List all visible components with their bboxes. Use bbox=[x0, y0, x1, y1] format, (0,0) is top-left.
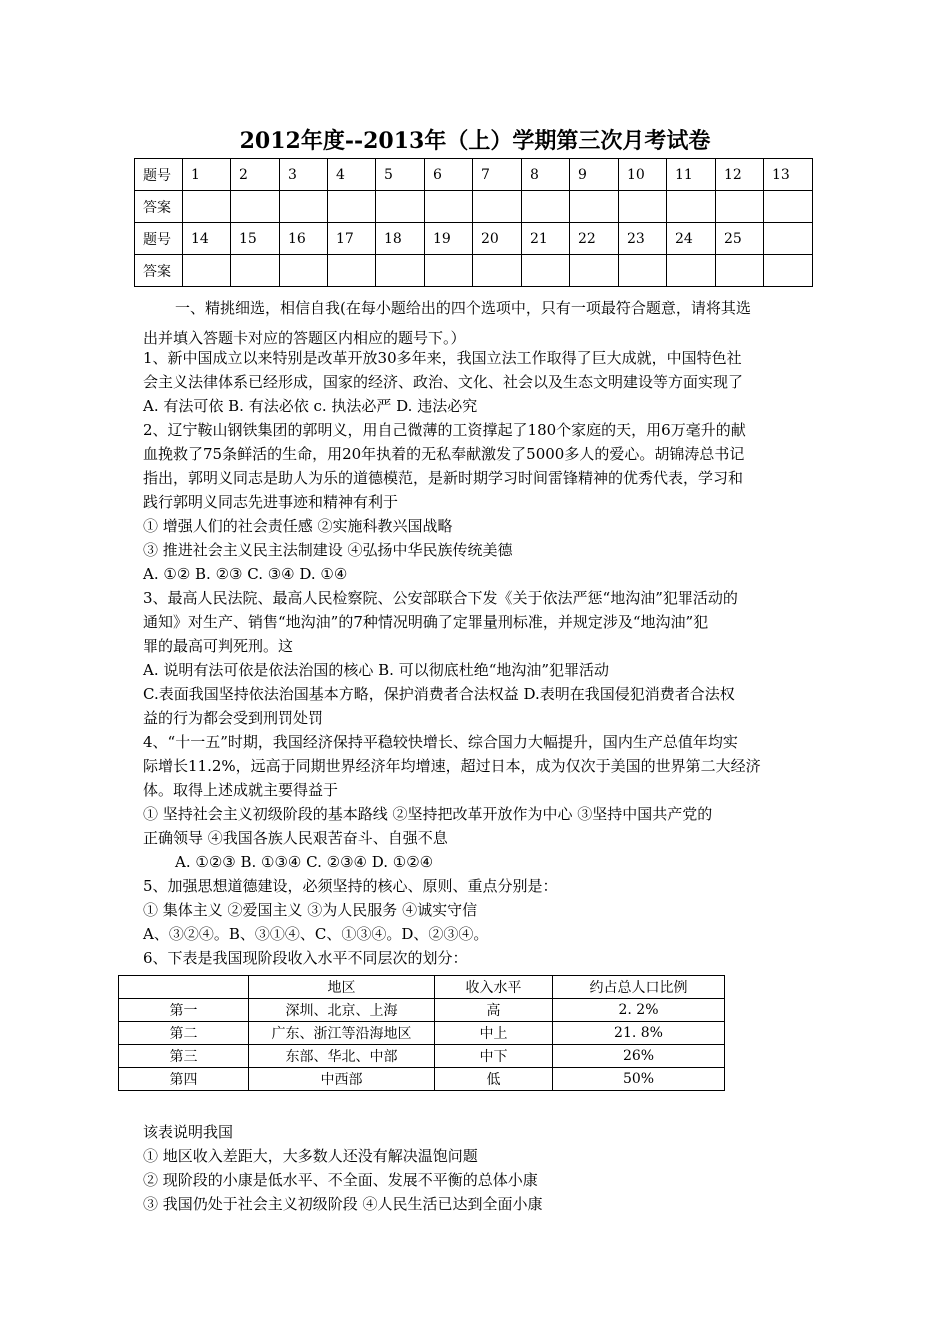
income-header-cell: 收入水平 bbox=[435, 976, 553, 999]
answer-grid-cell bbox=[619, 191, 667, 223]
income-cell: 高 bbox=[435, 999, 553, 1022]
answer-grid-cell bbox=[570, 255, 619, 287]
question-line: 1、新中国成立以来特别是改革开放30多年来，我国立法工作取得了巨大成就，中国特色社 bbox=[143, 349, 742, 367]
answer-grid-cell bbox=[667, 255, 716, 287]
question-line: 践行郭明义同志先进事迹和精神有利于 bbox=[143, 493, 399, 511]
answer-grid-cell bbox=[280, 255, 328, 287]
answer-grid-cell: 16 bbox=[280, 223, 328, 255]
answer-grid-cell: 2 bbox=[231, 159, 280, 191]
answer-grid-cell: 3 bbox=[280, 159, 328, 191]
answer-grid-cell: 15 bbox=[231, 223, 280, 255]
question-line: 际增长11.2%，远高于同期世界经济年均增速，超过日本，成为仅次于美国的世界第二大经济 bbox=[143, 757, 761, 775]
income-cell: 中西部 bbox=[249, 1068, 435, 1091]
answer-grid-cell: 5 bbox=[376, 159, 425, 191]
section-intro-1: 一、精挑细选，相信自我(在每小题给出的四个选项中，只有一项最符合题意，请将其选 bbox=[175, 299, 751, 317]
answer-grid-cell: 题号 bbox=[135, 159, 183, 191]
income-table-row bbox=[119, 1022, 725, 1045]
answer-grid-cell: 11 bbox=[667, 159, 716, 191]
question-line: 正确领导 ④我国各族人民艰苦奋斗、自强不息 bbox=[143, 829, 448, 847]
question-line: A. 说明有法可依是依法治国的核心 B. 可以彻底杜绝“地沟油”犯罪活动 bbox=[143, 661, 610, 679]
answer-grid-cell: 25 bbox=[716, 223, 764, 255]
conclusion-line: ③ 我国仍处于社会主义初级阶段 ④人民生活已达到全面小康 bbox=[143, 1195, 543, 1213]
answer-grid-cell: 19 bbox=[425, 223, 473, 255]
question-line: ① 集体主义 ②爱国主义 ③为人民服务 ④诚实守信 bbox=[143, 901, 478, 919]
answer-grid-cell: 24 bbox=[667, 223, 716, 255]
income-header-cell: 约占总人口比例 bbox=[553, 976, 725, 999]
answer-grid-cell: 4 bbox=[328, 159, 376, 191]
question-line: 5、加强思想道德建设，必须坚持的核心、原则、重点分别是： bbox=[143, 877, 558, 895]
income-cell: 第四 bbox=[119, 1068, 249, 1091]
answer-grid-cell bbox=[764, 223, 813, 255]
question-line: 血挽救了75条鲜活的生命，用20年执着的无私奉献激发了5000多人的爱心。胡锦涛总书记 bbox=[143, 445, 745, 463]
answer-grid-row bbox=[135, 255, 813, 287]
question-line: A、③②④。B、③①④、C、①③④。D、②③④。 bbox=[143, 925, 489, 943]
section-intro-2: 出并填入答题卡对应的答题区内相应的题号下。） bbox=[143, 329, 466, 347]
income-cell: 2. 2% bbox=[553, 999, 725, 1022]
question-line: ① 坚持社会主义初级阶段的基本路线 ②坚持把改革开放作为中心 ③坚持中国共产党的 bbox=[143, 805, 713, 823]
answer-grid-cell: 20 bbox=[473, 223, 522, 255]
question-line: 会主义法律体系已经形成，国家的经济、政治、文化、社会以及生态文明建设等方面实现了 bbox=[143, 373, 744, 391]
answer-grid-cell: 8 bbox=[522, 159, 570, 191]
income-cell: 中下 bbox=[435, 1045, 553, 1068]
income-table-header bbox=[119, 976, 725, 999]
income-cell: 低 bbox=[435, 1068, 553, 1091]
answer-grid-cell bbox=[376, 255, 425, 287]
answer-grid-cell: 7 bbox=[473, 159, 522, 191]
answer-grid-cell bbox=[425, 191, 473, 223]
conclusion-line: ① 地区收入差距大，大多数人还没有解决温饱问题 bbox=[143, 1147, 478, 1165]
question-line: 罪的最高可判死刑。这 bbox=[143, 637, 294, 655]
question-line: 6、下表是我国现阶段收入水平不同层次的划分： bbox=[143, 949, 468, 967]
income-cell: 中上 bbox=[435, 1022, 553, 1045]
answer-grid-cell bbox=[328, 255, 376, 287]
answer-grid-cell bbox=[716, 191, 764, 223]
answer-grid-cell bbox=[328, 191, 376, 223]
question-line: 指出，郭明义同志是助人为乐的道德模范，是新时期学习时间雷锋精神的优秀代表，学习和 bbox=[143, 469, 744, 487]
answer-grid-cell: 答案 bbox=[135, 191, 183, 223]
question-line: 益的行为都会受到刑罚处罚 bbox=[143, 709, 324, 727]
answer-grid-cell bbox=[522, 255, 570, 287]
conclusion-line: 该表说明我国 bbox=[143, 1123, 234, 1141]
question-line: C.表面我国坚持依法治国基本方略，保护消费者合法权益 D.表明在我国侵犯消费者合法权 bbox=[143, 685, 735, 703]
answer-grid-cell: 6 bbox=[425, 159, 473, 191]
answer-grid-row bbox=[135, 223, 813, 255]
question-line: 2、辽宁鞍山钢铁集团的郭明义，用自己微薄的工资撑起了180个家庭的天，用6万毫升的献 bbox=[143, 421, 746, 439]
answer-grid-cell: 22 bbox=[570, 223, 619, 255]
income-table bbox=[118, 975, 725, 1091]
answer-grid-cell bbox=[183, 191, 231, 223]
answer-grid-row bbox=[135, 159, 813, 191]
income-cell: 第三 bbox=[119, 1045, 249, 1068]
income-cell: 第一 bbox=[119, 999, 249, 1022]
answer-grid-cell: 21 bbox=[522, 223, 570, 255]
answer-grid-cell bbox=[280, 191, 328, 223]
answer-grid-cell: 12 bbox=[716, 159, 764, 191]
answer-grid-cell bbox=[425, 255, 473, 287]
answer-grid-cell bbox=[716, 255, 764, 287]
answer-grid-cell: 14 bbox=[183, 223, 231, 255]
question-line: 体。取得上述成就主要得益于 bbox=[143, 781, 339, 799]
answer-grid-cell: 23 bbox=[619, 223, 667, 255]
answer-grid-cell: 题号 bbox=[135, 223, 183, 255]
answer-grid bbox=[134, 158, 813, 287]
answer-grid-cell bbox=[667, 191, 716, 223]
answer-grid-cell bbox=[473, 191, 522, 223]
income-table-row bbox=[119, 999, 725, 1022]
answer-grid-cell bbox=[764, 255, 813, 287]
answer-grid-cell: 答案 bbox=[135, 255, 183, 287]
income-cell: 50% bbox=[553, 1068, 725, 1091]
answer-grid-cell bbox=[764, 191, 813, 223]
answer-grid-cell bbox=[473, 255, 522, 287]
answer-grid-cell bbox=[231, 255, 280, 287]
page-title: 2012年度--2013年（上）学期第三次月考试卷 bbox=[239, 128, 711, 154]
answer-grid-cell bbox=[376, 191, 425, 223]
answer-grid-cell: 9 bbox=[570, 159, 619, 191]
question-line: 通知》对生产、销售“地沟油”的7种情况明确了定罪量刑标准，并规定涉及“地沟油”犯 bbox=[143, 613, 709, 631]
income-header-cell: 地区 bbox=[249, 976, 435, 999]
conclusion-line: ② 现阶段的小康是低水平、不全面、发展不平衡的总体小康 bbox=[143, 1171, 538, 1189]
answer-grid-cell bbox=[183, 255, 231, 287]
answer-grid-cell: 17 bbox=[328, 223, 376, 255]
income-cell: 广东、浙江等沿海地区 bbox=[249, 1022, 435, 1045]
income-table-row bbox=[119, 1045, 725, 1068]
question-line: A. 有法可依 B. 有法必依 c. 执法必严 D. 违法必究 bbox=[143, 397, 478, 415]
question-line: 3、最高人民法院、最高人民检察院、公安部联合下发《关于依法严惩“地沟油”犯罪活动的 bbox=[143, 589, 738, 607]
income-cell: 第二 bbox=[119, 1022, 249, 1045]
answer-grid-row bbox=[135, 191, 813, 223]
answer-grid-cell: 10 bbox=[619, 159, 667, 191]
question-line: 4、“十一五”时期，我国经济保持平稳较快增长、综合国力大幅提升，国内生产总值年均实 bbox=[143, 733, 738, 751]
income-cell: 26% bbox=[553, 1045, 725, 1068]
question-line: ③ 推进社会主义民主法制建设 ④弘扬中华民族传统美德 bbox=[143, 541, 513, 559]
income-header-cell bbox=[119, 976, 249, 999]
income-table-body bbox=[119, 976, 725, 1091]
answer-grid-cell: 13 bbox=[764, 159, 813, 191]
answer-grid-body bbox=[135, 159, 813, 287]
income-cell: 21. 8% bbox=[553, 1022, 725, 1045]
question-line: A. ①② B. ②③ C. ③④ D. ①④ bbox=[143, 565, 348, 583]
question-line: ① 增强人们的社会责任感 ②实施科教兴国战略 bbox=[143, 517, 453, 535]
answer-grid-cell: 1 bbox=[183, 159, 231, 191]
income-cell: 东部、华北、中部 bbox=[249, 1045, 435, 1068]
answer-grid-cell bbox=[570, 191, 619, 223]
income-table-row bbox=[119, 1068, 725, 1091]
income-cell: 深圳、北京、上海 bbox=[249, 999, 435, 1022]
answer-grid-cell bbox=[522, 191, 570, 223]
question-line: A. ①②③ B. ①③④ C. ②③④ D. ①②④ bbox=[175, 853, 434, 871]
answer-grid-cell: 18 bbox=[376, 223, 425, 255]
answer-grid-cell bbox=[619, 255, 667, 287]
answer-grid-cell bbox=[231, 191, 280, 223]
